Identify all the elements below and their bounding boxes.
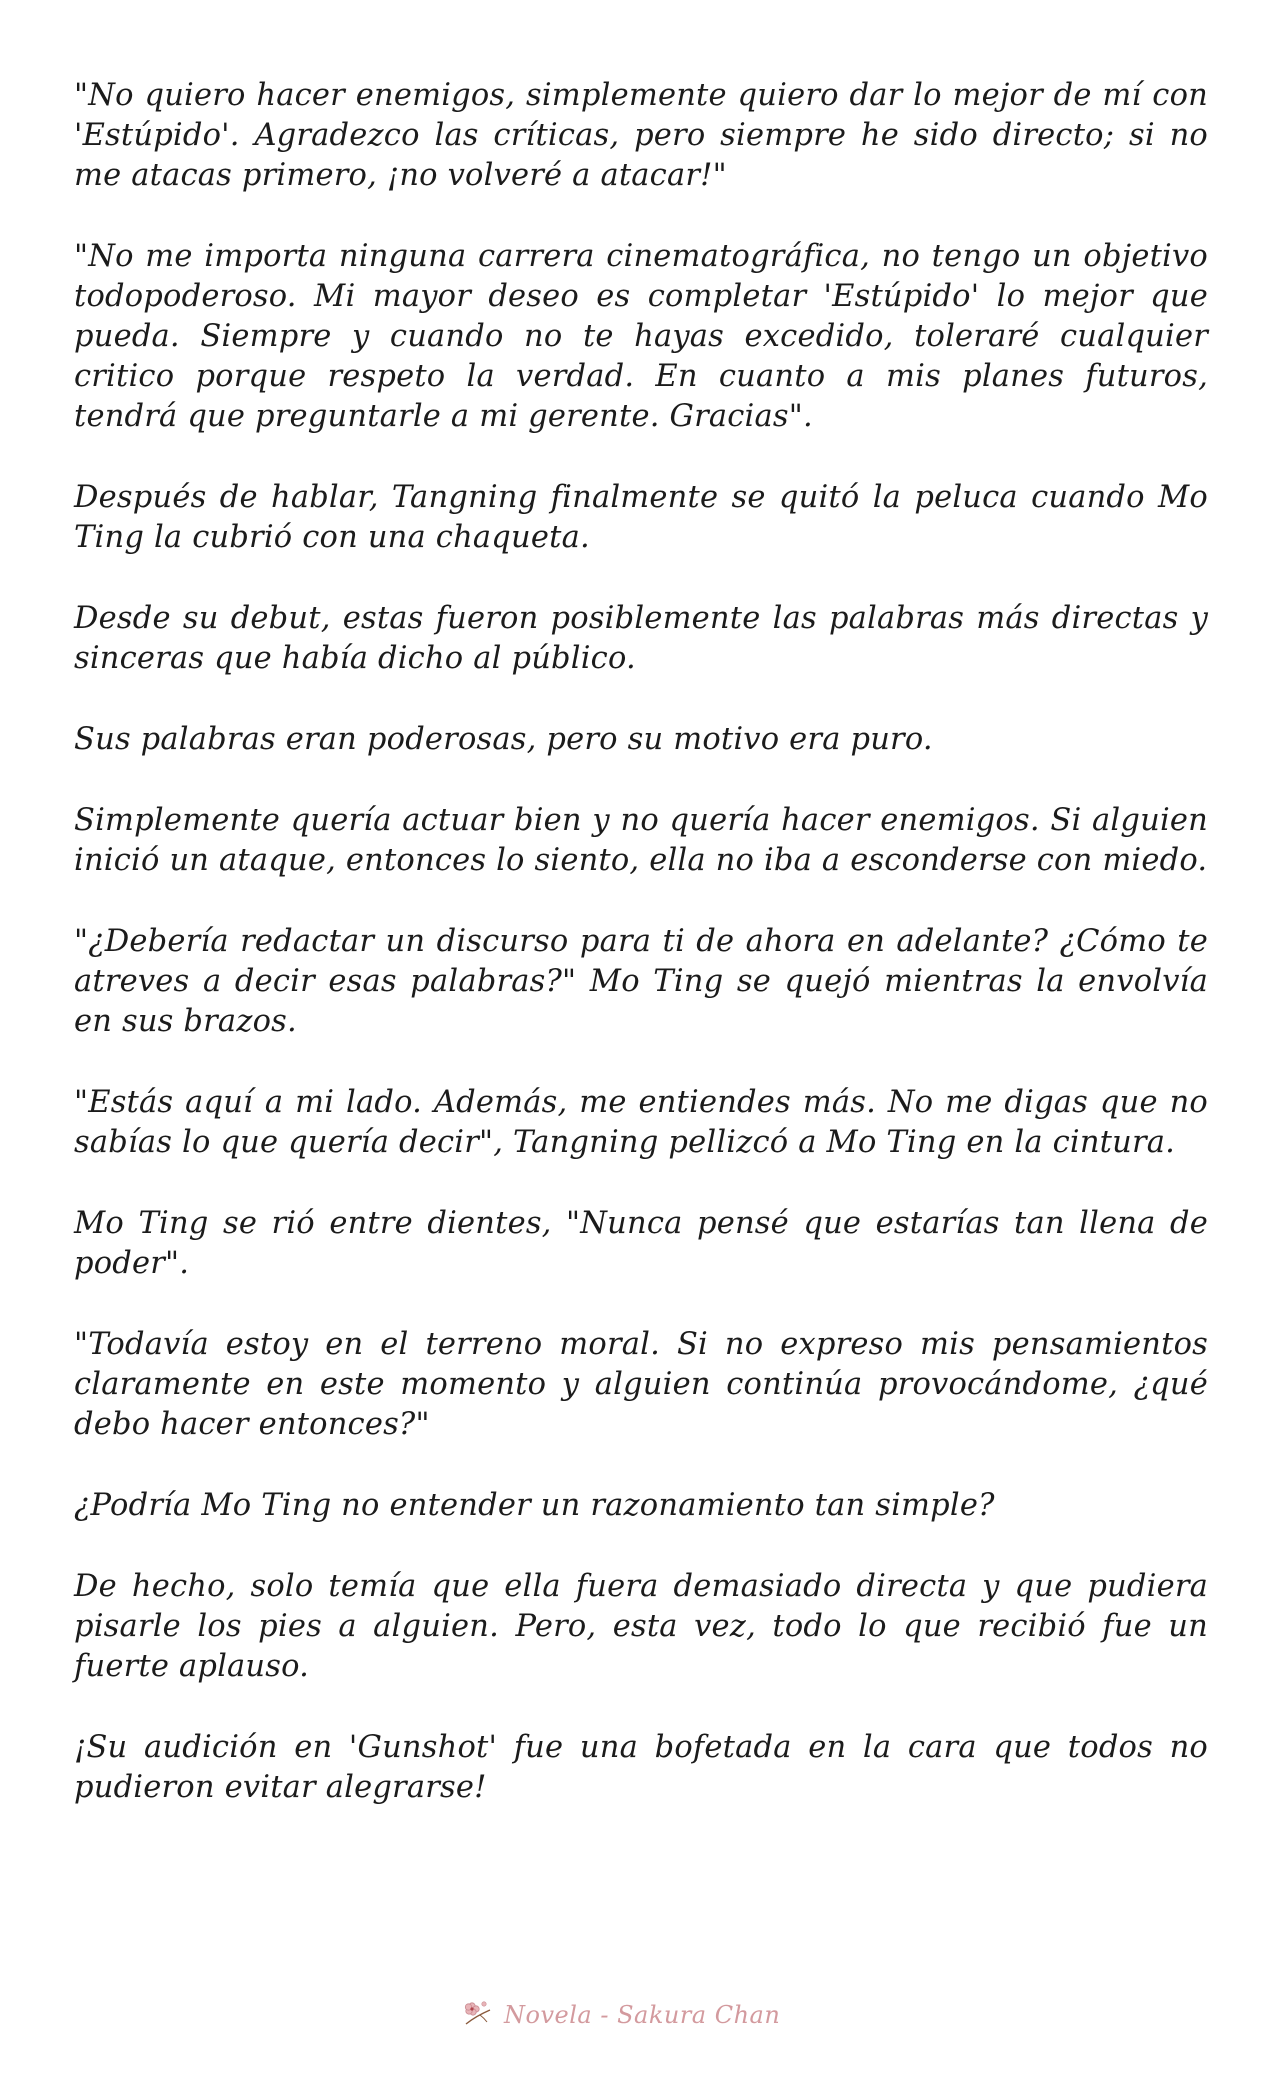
paragraph-7: "¿Debería redactar un discurso para ti de ahora en adelante? ¿Cómo te atreves a decir esas palabras?" Mo Ting se quejó mientras la envolvía en sus brazos.	[74, 924, 1208, 1039]
watermark-text: Novela - Sakura Chan	[504, 2001, 781, 2029]
paragraph-3: Después de hablar, Tangning finalmente se quitó la peluca cuando Mo Ting la cubrió con una chaqueta.	[74, 480, 1208, 555]
paragraph-1: "No quiero hacer enemigos, simplemente quiero dar lo mejor de mí con 'Estúpido'. Agradezco las críticas, pero siempre he sido directo; si no me atacas primero, ¡no volveré a atacar!"	[74, 78, 1208, 193]
paragraph-11: ¿Podría Mo Ting no entender un razonamiento tan simple?	[74, 1488, 995, 1523]
document-body	[74, 76, 1208, 1849]
watermark	[462, 1995, 780, 2035]
sakura-blossom-icon	[462, 1998, 496, 2033]
paragraph-10: "Todavía estoy en el terreno moral. Si no expreso mis pensamientos claramente en este momento y alguien continúa provocándome, ¿qué debo hacer entonces?"	[74, 1327, 1208, 1442]
paragraph-13: ¡Su audición en 'Gunshot' fue una bofetada en la cara que todos no pudieron evitar alegrarse!	[74, 1730, 1208, 1805]
paragraph-2: "No me importa ninguna carrera cinematográfica, no tengo un objetivo todopoderoso. Mi mayor deseo es completar 'Estúpido' lo mejor que pueda. Siempre y cuando no te hayas excedido, toleraré cualquier critico porque respeto la verdad. En cuanto a mis planes futuros, tendrá que preguntarle a mi gerente. Gracias".	[74, 239, 1208, 434]
paragraph-8: "Estás aquí a mi lado. Además, me entiendes más. No me digas que no sabías lo que quería decir", Tangning pellizcó a Mo Ting en la cintura.	[74, 1085, 1208, 1160]
paragraph-6: Simplemente quería actuar bien y no quería hacer enemigos. Si alguien inició un ataque, entonces lo siento, ella no iba a esconderse con miedo.	[74, 803, 1208, 878]
paragraph-4: Desde su debut, estas fueron posiblemente las palabras más directas y sinceras que había dicho al público.	[74, 601, 1208, 676]
paragraph-9: Mo Ting se rió entre dientes, "Nunca pensé que estarías tan llena de poder".	[74, 1206, 1208, 1281]
paragraph-12: De hecho, solo temía que ella fuera demasiado directa y que pudiera pisarle los pies a alguien. Pero, esta vez, todo lo que recibió fue un fuerte aplauso.	[74, 1569, 1208, 1684]
paragraph-5: Sus palabras eran poderosas, pero su motivo era puro.	[74, 722, 933, 757]
